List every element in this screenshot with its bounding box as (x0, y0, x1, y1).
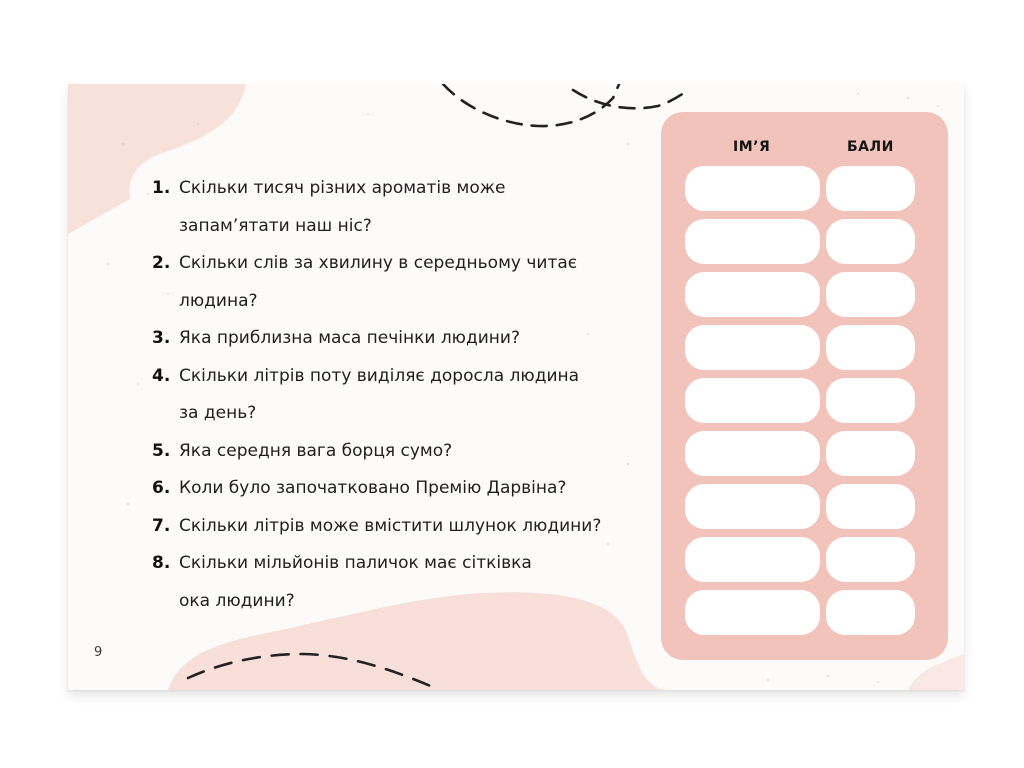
dashed-arc-top-left (443, 84, 620, 126)
question-text-line: за день? (179, 403, 257, 423)
score-table-row (685, 431, 915, 476)
question-number: 2. (152, 253, 171, 273)
score-cell[interactable] (826, 272, 915, 317)
name-cell[interactable] (685, 590, 820, 635)
score-cell[interactable] (826, 484, 915, 529)
question-text-line: Скільки літрів може вмістити шлунок людини? (179, 515, 602, 536)
name-cell[interactable] (685, 431, 820, 476)
question-number: 6. (152, 478, 171, 498)
question-item (152, 170, 662, 245)
question-item (152, 470, 662, 508)
name-cell[interactable] (685, 219, 820, 264)
name-cell[interactable] (685, 484, 820, 529)
score-table-rows (685, 166, 915, 643)
question-item (152, 545, 662, 620)
score-cell[interactable] (826, 590, 915, 635)
question-number: 4. (152, 365, 171, 386)
dashed-arc-top-right (573, 90, 688, 108)
question-text-line: Скільки літрів поту виділяє доросла людина (179, 365, 580, 386)
question-text-line: ока людини? (179, 590, 295, 611)
score-cell[interactable] (826, 537, 915, 582)
name-cell[interactable] (685, 325, 820, 370)
question-text-line: людина? (179, 290, 258, 311)
question-number: 3. (152, 328, 171, 348)
score-table-row (685, 590, 915, 635)
question-text-line: Коли було започатковано Премію Дарвіна? (179, 478, 567, 498)
question-text-line: Скільки тисяч різних ароматів може (179, 178, 506, 198)
question-text-line: Яка приблизна маса печінки людини? (179, 328, 520, 348)
page-number: 9 (94, 645, 103, 660)
name-cell[interactable] (685, 272, 820, 317)
score-table-panel (661, 112, 948, 660)
score-cell[interactable] (826, 166, 915, 211)
worksheet-page (68, 84, 964, 690)
question-list (152, 170, 662, 620)
score-table-row (685, 537, 915, 582)
question-number: 5. (152, 440, 171, 461)
score-table-row (685, 166, 915, 211)
name-cell[interactable] (685, 166, 820, 211)
question-item (152, 358, 662, 433)
score-table-row (685, 484, 915, 529)
name-cell[interactable] (685, 378, 820, 423)
question-item (152, 508, 662, 546)
question-item (152, 433, 662, 471)
question-text-line: Яка середня вага борця сумо? (179, 440, 453, 461)
score-table-row (685, 272, 915, 317)
name-cell[interactable] (685, 537, 820, 582)
question-number: 8. (152, 553, 171, 573)
question-number: 1. (152, 178, 171, 198)
question-item (152, 245, 662, 320)
question-text-line: Скільки мільйонів паличок має сітківка (179, 553, 532, 573)
score-column-header: БАЛИ (847, 139, 894, 155)
question-number: 7. (152, 515, 171, 536)
score-cell[interactable] (826, 431, 915, 476)
question-item (152, 320, 662, 358)
score-table-row (685, 325, 915, 370)
score-cell[interactable] (826, 378, 915, 423)
question-text-line: запам’ятати наш ніс? (179, 215, 372, 236)
score-cell[interactable] (826, 219, 915, 264)
score-table-row (685, 378, 915, 423)
name-column-header: ІМ’Я (733, 139, 771, 155)
score-table-row (685, 219, 915, 264)
score-cell[interactable] (826, 325, 915, 370)
question-text-line: Скільки слів за хвилину в середньому читає (179, 253, 578, 273)
